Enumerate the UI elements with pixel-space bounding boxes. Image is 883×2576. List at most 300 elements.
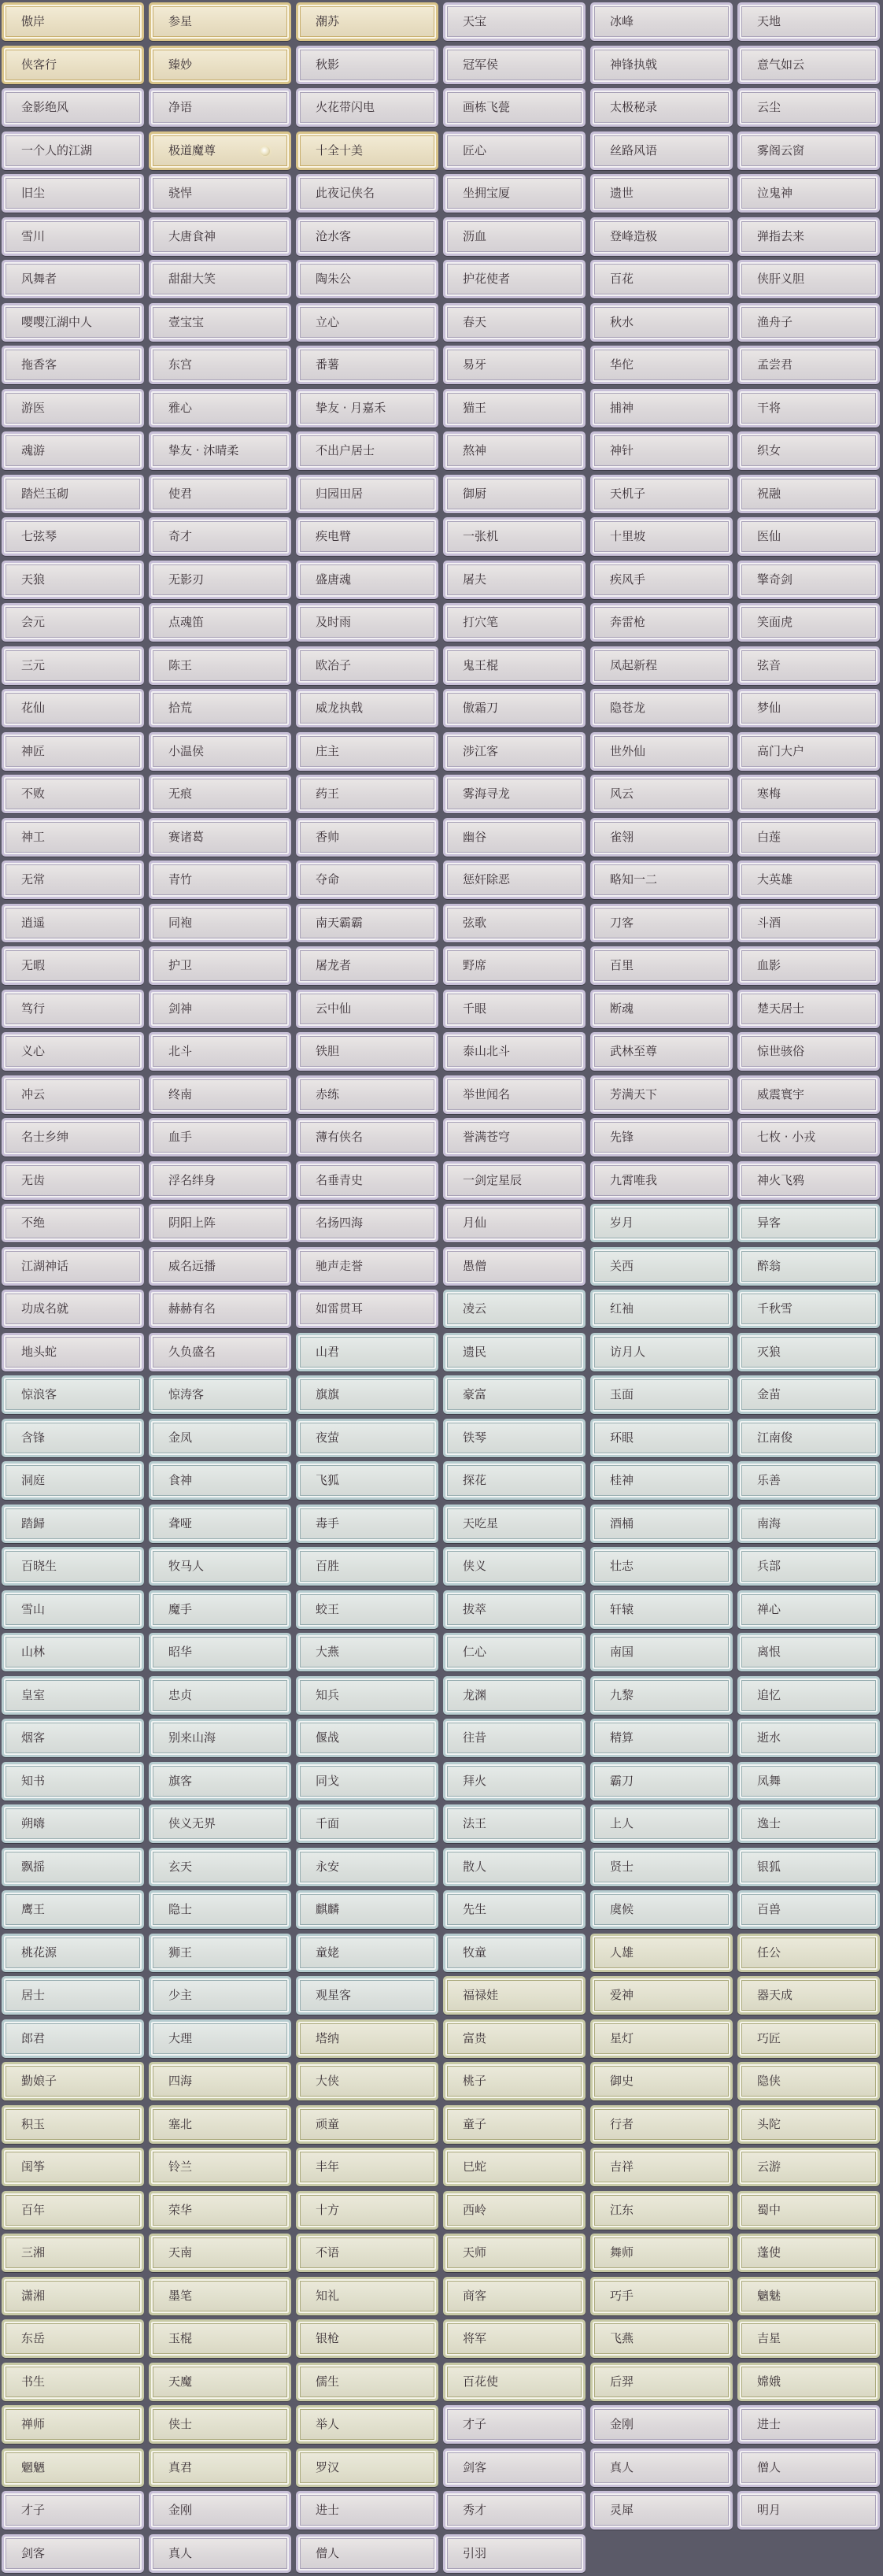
title-item[interactable]	[590, 1505, 733, 1543]
title-item[interactable]	[443, 1590, 586, 1629]
title-item[interactable]	[2, 174, 144, 213]
title-item[interactable]	[2, 431, 144, 470]
title-item[interactable]	[590, 2062, 733, 2100]
title-item[interactable]	[2, 861, 144, 899]
title-item[interactable]	[443, 1375, 586, 1414]
title-item[interactable]	[149, 1633, 291, 1671]
title-item[interactable]	[737, 1461, 880, 1500]
title-item[interactable]	[443, 174, 586, 213]
title-item[interactable]	[2, 1419, 144, 1457]
title-item[interactable]	[443, 475, 586, 513]
title-item[interactable]	[2, 818, 144, 857]
title-item[interactable]	[2, 2363, 144, 2401]
title-item[interactable]	[590, 1590, 733, 1629]
title-item[interactable]	[443, 2319, 586, 2358]
title-item[interactable]	[149, 1461, 291, 1500]
title-item[interactable]	[2, 2319, 144, 2358]
title-item[interactable]	[149, 861, 291, 899]
title-item[interactable]	[590, 260, 733, 298]
title-item[interactable]	[149, 2062, 291, 2100]
title-item[interactable]	[590, 732, 733, 771]
title-item[interactable]	[296, 818, 438, 857]
title-item[interactable]	[296, 1804, 438, 1843]
title-item[interactable]	[443, 646, 586, 685]
title-item[interactable]	[296, 2191, 438, 2230]
title-item[interactable]	[737, 818, 880, 857]
title-item[interactable]	[149, 1419, 291, 1457]
title-item[interactable]	[443, 946, 586, 985]
title-item[interactable]	[149, 1934, 291, 1972]
title-item[interactable]	[149, 431, 291, 470]
title-item[interactable]	[296, 303, 438, 342]
title-item[interactable]	[443, 1461, 586, 1500]
title-item[interactable]	[443, 2019, 586, 2058]
title-item[interactable]	[149, 1762, 291, 1801]
title-item[interactable]	[2, 1161, 144, 1200]
title-item[interactable]	[296, 861, 438, 899]
title-item[interactable]	[296, 2363, 438, 2401]
title-item[interactable]	[443, 2363, 586, 2401]
title-item[interactable]	[2, 389, 144, 427]
title-item[interactable]	[149, 1032, 291, 1071]
title-item[interactable]	[590, 2319, 733, 2358]
title-item[interactable]	[443, 2062, 586, 2100]
title-item[interactable]	[590, 646, 733, 685]
title-item[interactable]	[296, 1118, 438, 1157]
title-item[interactable]	[149, 1848, 291, 1886]
title-item[interactable]	[737, 1290, 880, 1328]
title-item[interactable]	[2, 46, 144, 84]
title-item[interactable]	[443, 1290, 586, 1328]
title-item[interactable]	[296, 2019, 438, 2058]
title-item[interactable]	[2, 2062, 144, 2100]
title-item[interactable]	[737, 1762, 880, 1801]
title-item[interactable]	[737, 431, 880, 470]
title-item[interactable]	[296, 46, 438, 84]
title-item[interactable]	[2, 2405, 144, 2444]
title-item[interactable]	[590, 946, 733, 985]
title-item[interactable]	[149, 2405, 291, 2444]
title-item[interactable]	[2, 2491, 144, 2530]
title-item[interactable]	[296, 2148, 438, 2186]
title-item[interactable]	[2, 2234, 144, 2272]
title-item[interactable]	[737, 2319, 880, 2358]
title-item[interactable]	[737, 1976, 880, 2015]
title-item[interactable]	[443, 1547, 586, 1586]
title-item[interactable]	[149, 1247, 291, 1286]
title-item[interactable]	[590, 2, 733, 41]
title-item[interactable]	[296, 1204, 438, 1242]
title-item[interactable]	[2, 689, 144, 727]
title-item[interactable]	[443, 303, 586, 342]
title-item[interactable]	[737, 1419, 880, 1457]
title-item[interactable]	[149, 1161, 291, 1200]
title-item[interactable]	[590, 346, 733, 384]
title-item[interactable]	[590, 217, 733, 256]
title-item[interactable]	[737, 2491, 880, 2530]
title-item[interactable]	[149, 389, 291, 427]
title-item[interactable]	[443, 775, 586, 813]
title-item[interactable]	[590, 2448, 733, 2487]
title-item[interactable]	[296, 1762, 438, 1801]
title-item[interactable]	[590, 46, 733, 84]
title-item[interactable]	[443, 346, 586, 384]
title-item[interactable]	[149, 646, 291, 685]
title-item[interactable]	[590, 2363, 733, 2401]
title-item[interactable]	[2, 1590, 144, 1629]
title-item[interactable]	[737, 260, 880, 298]
title-item[interactable]	[2, 303, 144, 342]
title-item[interactable]	[590, 1118, 733, 1157]
title-item[interactable]	[149, 2191, 291, 2230]
title-item[interactable]	[149, 689, 291, 727]
title-item[interactable]	[737, 517, 880, 556]
title-item[interactable]	[737, 1848, 880, 1886]
title-item[interactable]	[590, 603, 733, 642]
title-item[interactable]	[2, 1333, 144, 1371]
title-item[interactable]	[149, 2105, 291, 2144]
title-item[interactable]	[590, 990, 733, 1028]
title-item[interactable]	[443, 2405, 586, 2444]
title-item[interactable]	[2, 1633, 144, 1671]
title-item[interactable]	[2, 260, 144, 298]
title-item[interactable]	[296, 346, 438, 384]
title-item[interactable]	[149, 2277, 291, 2315]
title-item[interactable]	[296, 1890, 438, 1929]
title-item[interactable]	[296, 904, 438, 942]
title-item[interactable]	[737, 732, 880, 771]
title-item[interactable]	[2, 1848, 144, 1886]
title-item[interactable]	[443, 1804, 586, 1843]
title-item[interactable]	[296, 1505, 438, 1543]
title-item[interactable]	[737, 904, 880, 942]
title-item[interactable]	[443, 1934, 586, 1972]
title-item[interactable]	[149, 475, 291, 513]
title-item[interactable]	[149, 1204, 291, 1242]
title-item[interactable]	[149, 2319, 291, 2358]
title-item[interactable]	[296, 1075, 438, 1114]
title-item[interactable]	[590, 389, 733, 427]
title-item[interactable]	[296, 1848, 438, 1886]
title-item[interactable]	[2, 904, 144, 942]
title-item[interactable]	[149, 88, 291, 127]
title-item[interactable]	[2, 2019, 144, 2058]
title-item[interactable]	[2, 1461, 144, 1500]
title-item[interactable]	[296, 2448, 438, 2487]
title-item[interactable]	[2, 517, 144, 556]
title-item[interactable]	[296, 2, 438, 41]
title-item[interactable]	[443, 1762, 586, 1801]
title-item[interactable]	[590, 431, 733, 470]
title-item[interactable]	[296, 260, 438, 298]
title-item[interactable]	[149, 1590, 291, 1629]
title-item[interactable]	[296, 1676, 438, 1715]
title-item[interactable]	[2, 346, 144, 384]
title-item[interactable]	[443, 1204, 586, 1242]
title-item[interactable]	[2, 603, 144, 642]
title-item[interactable]	[590, 2405, 733, 2444]
title-item[interactable]	[737, 1547, 880, 1586]
title-item[interactable]	[737, 1804, 880, 1843]
title-item[interactable]	[737, 1333, 880, 1371]
title-item[interactable]	[149, 1333, 291, 1371]
title-item[interactable]	[443, 2448, 586, 2487]
title-item[interactable]	[590, 1290, 733, 1328]
title-item[interactable]	[737, 1204, 880, 1242]
title-item[interactable]	[590, 1075, 733, 1114]
title-item[interactable]	[443, 1032, 586, 1071]
title-item[interactable]	[737, 1719, 880, 1757]
title-item[interactable]	[590, 1375, 733, 1414]
title-item[interactable]	[149, 1676, 291, 1715]
title-item[interactable]	[296, 646, 438, 685]
title-item[interactable]	[296, 389, 438, 427]
title-item[interactable]	[443, 689, 586, 727]
title-item[interactable]	[590, 1547, 733, 1586]
title-item[interactable]	[443, 1161, 586, 1200]
title-item[interactable]	[149, 217, 291, 256]
title-item[interactable]	[737, 131, 880, 170]
title-item[interactable]	[590, 2491, 733, 2530]
title-item[interactable]	[590, 2234, 733, 2272]
title-item[interactable]	[149, 990, 291, 1028]
title-item[interactable]	[590, 818, 733, 857]
title-item[interactable]	[590, 2019, 733, 2058]
title-item[interactable]	[296, 1976, 438, 2015]
title-item[interactable]	[443, 2105, 586, 2144]
title-item[interactable]	[737, 1075, 880, 1114]
title-item[interactable]	[149, 2234, 291, 2272]
title-item[interactable]	[149, 260, 291, 298]
title-item[interactable]	[296, 561, 438, 599]
title-item[interactable]	[737, 1375, 880, 1414]
title-item[interactable]	[149, 2019, 291, 2058]
title-item[interactable]	[443, 1118, 586, 1157]
title-item[interactable]	[2, 1032, 144, 1071]
title-item[interactable]	[296, 1633, 438, 1671]
title-item[interactable]	[590, 904, 733, 942]
title-item[interactable]	[590, 174, 733, 213]
title-item[interactable]	[443, 2148, 586, 2186]
title-item[interactable]	[590, 475, 733, 513]
title-item[interactable]	[443, 88, 586, 127]
title-item[interactable]	[737, 346, 880, 384]
title-item[interactable]	[737, 1633, 880, 1671]
title-item[interactable]	[737, 2105, 880, 2144]
title-item[interactable]	[149, 1290, 291, 1328]
title-item[interactable]	[2, 1547, 144, 1586]
title-item[interactable]	[149, 775, 291, 813]
title-item[interactable]	[737, 2, 880, 41]
title-item[interactable]	[443, 217, 586, 256]
title-item[interactable]	[149, 1719, 291, 1757]
title-item[interactable]	[2, 2448, 144, 2487]
title-item[interactable]	[737, 2148, 880, 2186]
title-item[interactable]	[590, 2148, 733, 2186]
title-item[interactable]	[737, 2234, 880, 2272]
title-item[interactable]	[590, 1461, 733, 1500]
title-item[interactable]	[590, 1848, 733, 1886]
title-item[interactable]	[443, 1719, 586, 1757]
title-item[interactable]	[296, 431, 438, 470]
title-item[interactable]	[149, 2491, 291, 2530]
title-item[interactable]	[149, 1890, 291, 1929]
title-item[interactable]	[443, 2234, 586, 2272]
title-item[interactable]	[443, 431, 586, 470]
title-item[interactable]	[590, 1934, 733, 1972]
title-item[interactable]	[737, 1118, 880, 1157]
title-item[interactable]	[443, 46, 586, 84]
title-item[interactable]	[149, 1118, 291, 1157]
title-item[interactable]	[296, 131, 438, 170]
title-item[interactable]	[443, 1676, 586, 1715]
title-item[interactable]	[737, 2405, 880, 2444]
title-item[interactable]	[737, 174, 880, 213]
title-item[interactable]	[737, 2363, 880, 2401]
title-item[interactable]	[443, 1890, 586, 1929]
title-item[interactable]	[737, 990, 880, 1028]
title-item[interactable]	[149, 1075, 291, 1114]
title-item[interactable]	[737, 389, 880, 427]
title-item[interactable]	[149, 2, 291, 41]
title-item[interactable]	[737, 46, 880, 84]
title-item[interactable]	[149, 131, 291, 170]
title-item[interactable]	[296, 1290, 438, 1328]
title-item[interactable]	[149, 2448, 291, 2487]
title-item[interactable]	[2, 1676, 144, 1715]
title-item[interactable]	[2, 1075, 144, 1114]
title-item[interactable]	[296, 603, 438, 642]
title-item[interactable]	[296, 732, 438, 771]
title-item[interactable]	[2, 1719, 144, 1757]
title-item[interactable]	[2, 946, 144, 985]
title-item[interactable]	[590, 131, 733, 170]
title-item[interactable]	[590, 88, 733, 127]
title-item[interactable]	[590, 1247, 733, 1286]
title-item[interactable]	[149, 346, 291, 384]
title-item[interactable]	[443, 732, 586, 771]
title-item[interactable]	[443, 2277, 586, 2315]
title-item[interactable]	[2, 1247, 144, 1286]
title-item[interactable]	[296, 2277, 438, 2315]
title-item[interactable]	[443, 561, 586, 599]
title-item[interactable]	[590, 1419, 733, 1457]
title-item[interactable]	[296, 517, 438, 556]
title-item[interactable]	[149, 1976, 291, 2015]
title-item[interactable]	[590, 1719, 733, 1757]
title-item[interactable]	[443, 2, 586, 41]
title-item[interactable]	[443, 904, 586, 942]
title-item[interactable]	[737, 1032, 880, 1071]
title-item[interactable]	[2, 2191, 144, 2230]
title-item[interactable]	[296, 1375, 438, 1414]
title-item[interactable]	[737, 2191, 880, 2230]
title-item[interactable]	[737, 2448, 880, 2487]
title-item[interactable]	[2, 1375, 144, 1414]
title-item[interactable]	[2, 1890, 144, 1929]
title-item[interactable]	[590, 1633, 733, 1671]
title-item[interactable]	[296, 1934, 438, 1972]
title-item[interactable]	[443, 517, 586, 556]
title-item[interactable]	[2, 1505, 144, 1543]
title-item[interactable]	[149, 2534, 291, 2573]
title-item[interactable]	[2, 1934, 144, 1972]
title-item[interactable]	[590, 303, 733, 342]
title-item[interactable]	[296, 475, 438, 513]
title-item[interactable]	[296, 2234, 438, 2272]
title-item[interactable]	[2, 646, 144, 685]
title-item[interactable]	[2, 1290, 144, 1328]
title-item[interactable]	[149, 303, 291, 342]
title-item[interactable]	[590, 517, 733, 556]
title-item[interactable]	[296, 1590, 438, 1629]
title-item[interactable]	[590, 1333, 733, 1371]
title-item[interactable]	[590, 1032, 733, 1071]
title-item[interactable]	[443, 2491, 586, 2530]
title-item[interactable]	[296, 689, 438, 727]
title-item[interactable]	[149, 46, 291, 84]
title-item[interactable]	[296, 1719, 438, 1757]
title-item[interactable]	[296, 2405, 438, 2444]
title-item[interactable]	[737, 303, 880, 342]
title-item[interactable]	[149, 603, 291, 642]
title-item[interactable]	[443, 1505, 586, 1543]
title-item[interactable]	[149, 561, 291, 599]
title-item[interactable]	[590, 1976, 733, 2015]
title-item[interactable]	[737, 946, 880, 985]
title-item[interactable]	[149, 1505, 291, 1543]
title-item[interactable]	[737, 1590, 880, 1629]
title-item[interactable]	[296, 775, 438, 813]
title-item[interactable]	[443, 1976, 586, 2015]
title-item[interactable]	[590, 1890, 733, 1929]
title-item[interactable]	[296, 1032, 438, 1071]
title-item[interactable]	[737, 646, 880, 685]
title-item[interactable]	[2, 2277, 144, 2315]
title-item[interactable]	[2, 732, 144, 771]
title-item[interactable]	[149, 2363, 291, 2401]
title-item[interactable]	[149, 732, 291, 771]
title-item[interactable]	[149, 174, 291, 213]
title-item[interactable]	[296, 2319, 438, 2358]
title-item[interactable]	[590, 689, 733, 727]
title-item[interactable]	[296, 946, 438, 985]
title-item[interactable]	[149, 904, 291, 942]
title-item[interactable]	[737, 775, 880, 813]
title-item[interactable]	[2, 2, 144, 41]
title-item[interactable]	[590, 561, 733, 599]
title-item[interactable]	[296, 1419, 438, 1457]
title-item[interactable]	[296, 1247, 438, 1286]
title-item[interactable]	[296, 2534, 438, 2573]
title-item[interactable]	[737, 561, 880, 599]
title-item[interactable]	[296, 88, 438, 127]
title-item[interactable]	[296, 2491, 438, 2530]
title-item[interactable]	[443, 260, 586, 298]
title-item[interactable]	[737, 689, 880, 727]
title-item[interactable]	[590, 1804, 733, 1843]
title-item[interactable]	[590, 1762, 733, 1801]
title-item[interactable]	[443, 389, 586, 427]
title-item[interactable]	[2, 775, 144, 813]
title-item[interactable]	[149, 946, 291, 985]
title-item[interactable]	[443, 1633, 586, 1671]
title-item[interactable]	[2, 475, 144, 513]
title-item[interactable]	[2, 561, 144, 599]
title-item[interactable]	[443, 603, 586, 642]
title-item[interactable]	[737, 603, 880, 642]
title-item[interactable]	[590, 775, 733, 813]
